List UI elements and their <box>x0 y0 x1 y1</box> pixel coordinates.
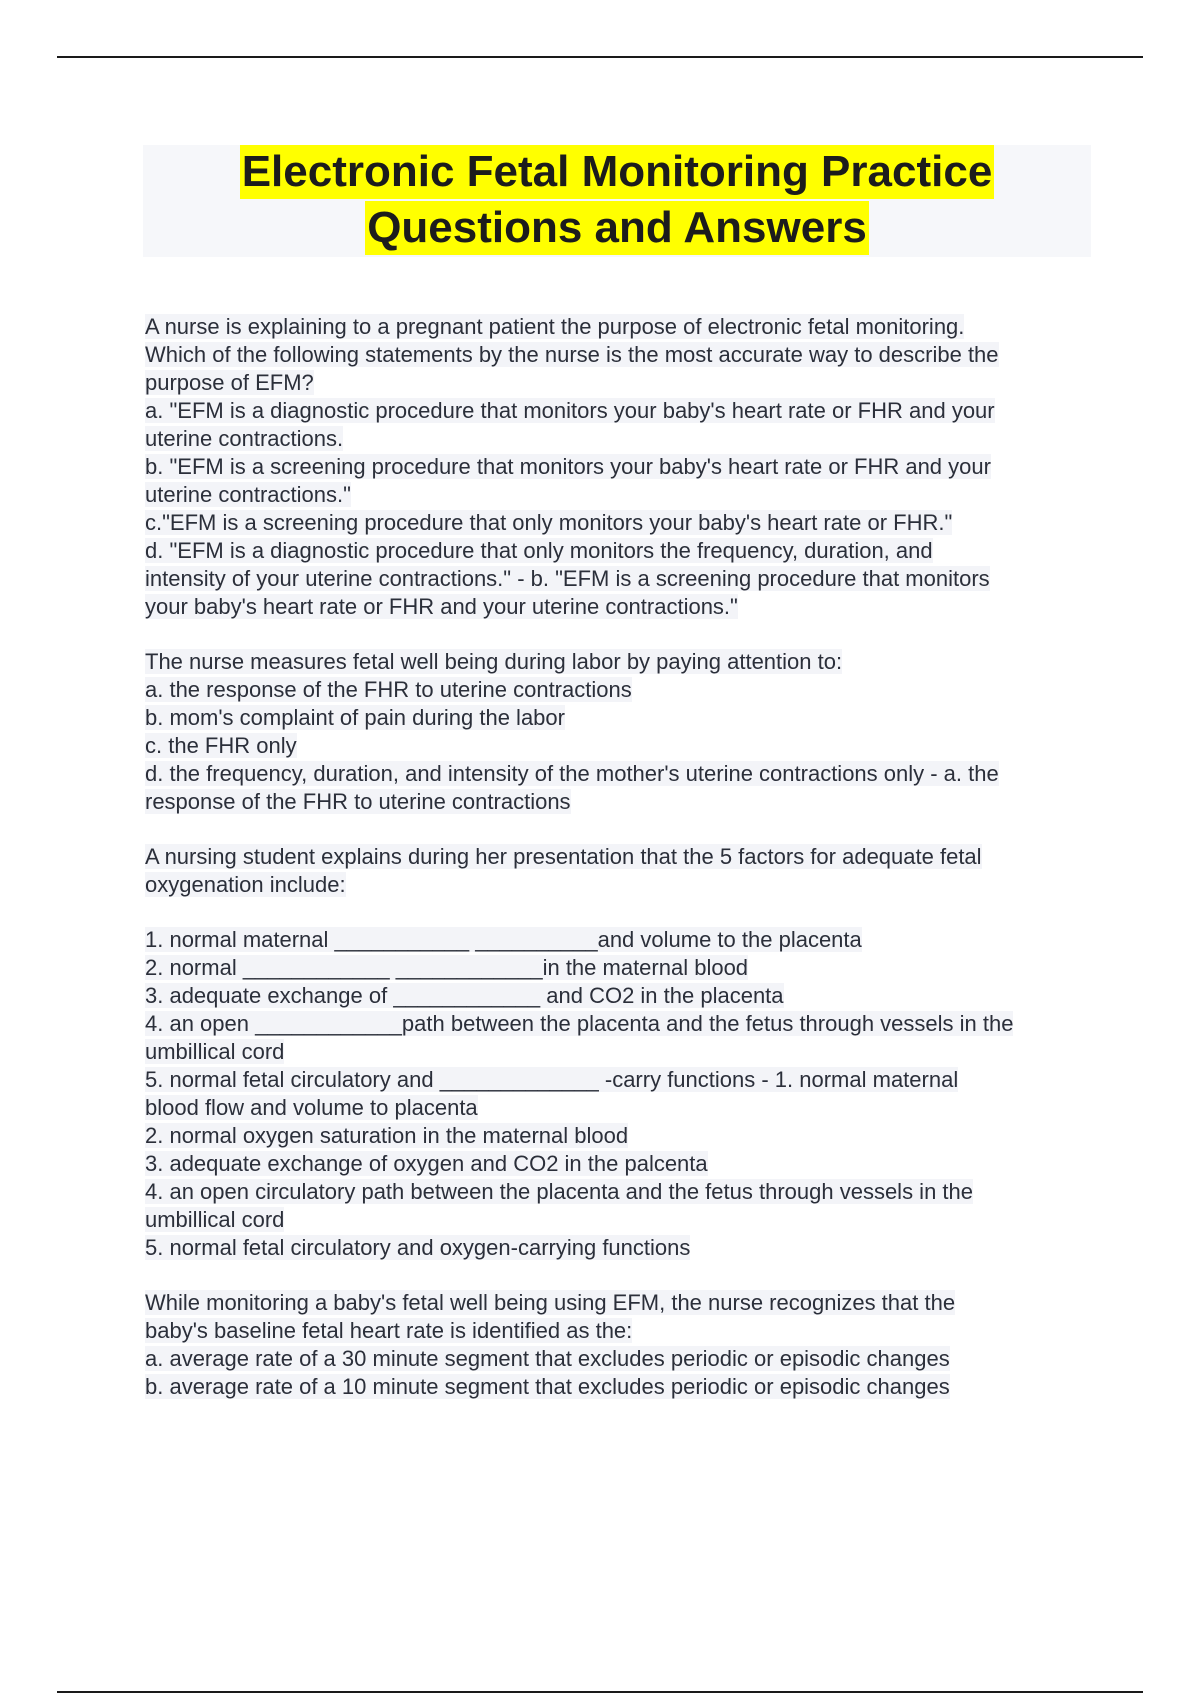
question-block-1 <box>145 313 1100 621</box>
text-line: b. mom's complaint of pain during the labor <box>145 705 565 730</box>
top-rule <box>57 56 1143 58</box>
text-line: Which of the following statements by the nurse is the most accurate way to describe the <box>145 342 999 367</box>
text-line: 4. an open ____________path between the placenta and the fetus through vessels in the <box>145 1011 1014 1036</box>
text-line: uterine contractions. <box>145 426 344 451</box>
text-line: b. "EFM is a screening procedure that monitors your baby's heart rate or FHR and your <box>145 454 991 479</box>
text-line: d. "EFM is a diagnostic procedure that only monitors the frequency, duration, and <box>145 538 933 563</box>
document-body <box>145 313 1100 1428</box>
text-line: b. average rate of a 10 minute segment that excludes periodic or episodic changes <box>145 1374 950 1399</box>
question-block-2 <box>145 648 1100 816</box>
text-line: 5. normal fetal circulatory and _____________ -carry functions - 1. normal maternal <box>145 1067 959 1092</box>
question-block-3-items <box>145 926 1100 1262</box>
text-line: 2. normal oxygen saturation in the maternal blood <box>145 1123 629 1148</box>
text-line: While monitoring a baby's fetal well being using EFM, the nurse recognizes that the <box>145 1290 956 1315</box>
text-line: A nursing student explains during her presentation that the 5 factors for adequate fetal <box>145 844 982 869</box>
text-line: 2. normal ____________ ____________in the maternal blood <box>145 955 749 980</box>
bottom-rule <box>57 1691 1143 1693</box>
text-line: c."EFM is a screening procedure that only monitors your baby's heart rate or FHR." <box>145 510 953 535</box>
text-line: 3. adequate exchange of oxygen and CO2 in the palcenta <box>145 1151 708 1176</box>
page-title-line-1: Electronic Fetal Monitoring Practice <box>240 145 995 199</box>
title-box <box>143 145 1091 257</box>
text-line: a. "EFM is a diagnostic procedure that monitors your baby's heart rate or FHR and your <box>145 398 995 423</box>
text-line: uterine contractions." <box>145 482 351 507</box>
text-line: baby's baseline fetal heart rate is identified as the: <box>145 1318 633 1343</box>
page-title-line-2: Questions and Answers <box>365 201 869 255</box>
text-line: 3. adequate exchange of ____________ and CO2 in the placenta <box>145 983 784 1008</box>
text-line: a. the response of the FHR to uterine contractions <box>145 677 632 702</box>
text-line: umbillical cord <box>145 1207 285 1232</box>
text-line: 5. normal fetal circulatory and oxygen-carrying functions <box>145 1235 691 1260</box>
text-line: response of the FHR to uterine contractions <box>145 789 571 814</box>
text-line: intensity of your uterine contractions." - b. "EFM is a screening procedure that monitors <box>145 566 990 591</box>
text-line: c. the FHR only <box>145 733 297 758</box>
text-line: A nurse is explaining to a pregnant patient the purpose of electronic fetal monitoring. <box>145 314 965 339</box>
text-line: a. average rate of a 30 minute segment that excludes periodic or episodic changes <box>145 1346 950 1371</box>
text-line: 1. normal maternal ___________ __________and volume to the placenta <box>145 927 862 952</box>
text-line: your baby's heart rate or FHR and your uterine contractions." <box>145 594 738 619</box>
question-block-3-intro <box>145 843 1100 899</box>
text-line: purpose of EFM? <box>145 370 314 395</box>
text-line: oxygenation include: <box>145 872 346 897</box>
text-line: 4. an open circulatory path between the placenta and the fetus through vessels in the <box>145 1179 973 1204</box>
text-line: umbillical cord <box>145 1039 285 1064</box>
text-line: d. the frequency, duration, and intensity of the mother's uterine contractions only - a. the <box>145 761 999 786</box>
text-line: The nurse measures fetal well being during labor by paying attention to: <box>145 649 843 674</box>
text-line: blood flow and volume to placenta <box>145 1095 478 1120</box>
question-block-4 <box>145 1289 1100 1401</box>
